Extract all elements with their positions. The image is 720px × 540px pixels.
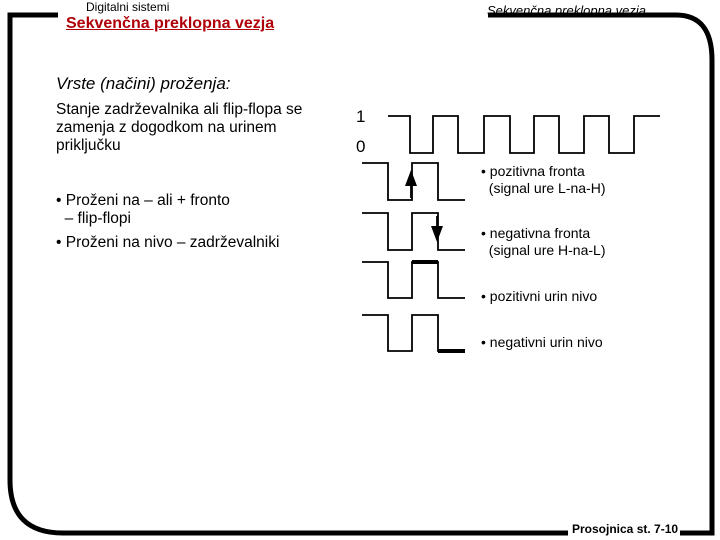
page-title: Sekvenčna preklopna vezja bbox=[66, 15, 275, 32]
level-low-label: 0 bbox=[356, 137, 366, 156]
falling-edge-arrow-icon bbox=[431, 226, 443, 242]
clock-waveform-negative-edge bbox=[362, 213, 465, 250]
clock-waveform-negative-level bbox=[362, 315, 465, 351]
caption-negative-edge: • negativna fronta (signal ure H-na-L) bbox=[481, 225, 606, 258]
bullet-edge-triggered: • Proženi na – ali + fronto – flip-flopi bbox=[56, 192, 230, 227]
clock-waveform-positive-level bbox=[362, 262, 465, 298]
slide-subtitle: Vrste (načini) proženja: bbox=[56, 74, 231, 93]
caption-positive-level: • pozitivni urin nivo bbox=[481, 288, 598, 304]
intro-paragraph: Stanje zadrževalnika ali flip-flopa se zamenja z dogodkom na urinem priključku bbox=[56, 101, 303, 154]
header-right-title: Sekvenčna preklopna vezja bbox=[487, 3, 646, 18]
bullet-level-triggered: • Proženi na nivo – zadrževalniki bbox=[56, 234, 280, 251]
caption-positive-edge: • pozitivna fronta (signal ure L-na-H) bbox=[481, 163, 606, 196]
clock-waveform-reference bbox=[388, 116, 660, 153]
slide-number: Prosojnica st. 7-10 bbox=[572, 522, 679, 536]
level-high-label: 1 bbox=[356, 107, 366, 126]
rising-edge-arrow-icon bbox=[405, 170, 417, 186]
course-name: Digitalni sistemi bbox=[86, 0, 170, 14]
caption-negative-level: • negativni urin nivo bbox=[481, 334, 603, 350]
